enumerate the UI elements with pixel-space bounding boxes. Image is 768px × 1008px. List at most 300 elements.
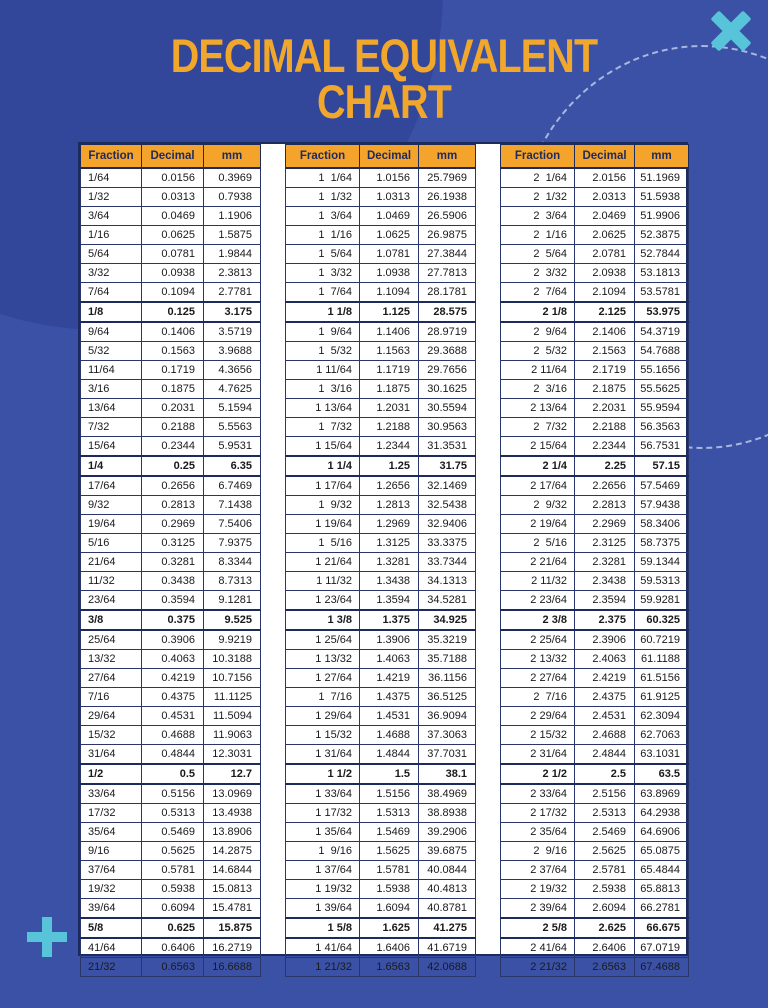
table-row <box>286 168 476 188</box>
mm-cell: 60.7219 <box>635 630 689 650</box>
fraction-cell: 2 19/64 <box>501 515 575 534</box>
page-title-line2: CHART <box>317 75 451 128</box>
decimal-cell: 2.3906 <box>575 630 635 650</box>
mm-cell: 14.2875 <box>204 842 261 861</box>
decimal-cell: 1.5625 <box>360 842 419 861</box>
table-row <box>286 302 476 322</box>
table-row <box>286 437 476 457</box>
decimal-cell: 0.6563 <box>142 958 204 977</box>
table-row <box>81 264 261 283</box>
mm-cell: 13.8906 <box>204 823 261 842</box>
decimal-cell: 0.6094 <box>142 899 204 919</box>
mm-cell: 57.9438 <box>635 496 689 515</box>
fraction-cell: 2 39/64 <box>501 899 575 919</box>
header-row <box>286 145 476 169</box>
decimal-cell: 1.3125 <box>360 534 419 553</box>
decimal-cell: 2.2813 <box>575 496 635 515</box>
decimal-cell: 2.6406 <box>575 938 635 958</box>
mm-cell: 54.3719 <box>635 322 689 342</box>
fraction-cell: 39/64 <box>81 899 142 919</box>
fraction-cell: 2 27/64 <box>501 669 575 688</box>
decimal-cell: 1.3594 <box>360 591 419 611</box>
table-row <box>81 456 261 476</box>
mm-cell: 55.9594 <box>635 399 689 418</box>
mm-cell: 38.8938 <box>419 804 476 823</box>
decimal-cell: 2.6563 <box>575 958 635 977</box>
mm-cell: 66.675 <box>635 918 689 938</box>
mm-cell: 52.7844 <box>635 245 689 264</box>
mm-cell: 34.1313 <box>419 572 476 591</box>
mm-cell: 53.975 <box>635 302 689 322</box>
column-header-decimal: Decimal <box>360 145 419 169</box>
mm-cell: 59.9281 <box>635 591 689 611</box>
mm-cell: 12.7 <box>204 764 261 784</box>
table-row <box>501 399 689 418</box>
fraction-cell: 5/16 <box>81 534 142 553</box>
fraction-cell: 2 3/16 <box>501 380 575 399</box>
fraction-cell: 1 9/32 <box>286 496 360 515</box>
table-row <box>501 918 689 938</box>
table-row <box>286 226 476 245</box>
table-row <box>286 688 476 707</box>
table-gap-column <box>476 144 500 954</box>
fraction-cell: 2 21/32 <box>501 958 575 977</box>
table-row <box>286 745 476 765</box>
mm-cell: 51.9906 <box>635 207 689 226</box>
decimal-cell: 0.2188 <box>142 418 204 437</box>
decimal-cell: 2.0938 <box>575 264 635 283</box>
table-row <box>81 168 261 188</box>
column-header-mm: mm <box>419 145 476 169</box>
header-row <box>501 145 689 169</box>
table-row <box>501 168 689 188</box>
decimal-cell: 0.4219 <box>142 669 204 688</box>
fraction-cell: 1 17/64 <box>286 476 360 496</box>
decimal-cell: 2.4688 <box>575 726 635 745</box>
fraction-cell: 41/64 <box>81 938 142 958</box>
mm-cell: 13.4938 <box>204 804 261 823</box>
table-row <box>501 707 689 726</box>
table-row <box>286 842 476 861</box>
fraction-cell: 2 1/32 <box>501 188 575 207</box>
table-row <box>81 302 261 322</box>
mm-cell: 28.575 <box>419 302 476 322</box>
fraction-cell: 1 25/64 <box>286 630 360 650</box>
table-row <box>81 938 261 958</box>
table-row <box>81 630 261 650</box>
mm-cell: 27.3844 <box>419 245 476 264</box>
table-row <box>501 572 689 591</box>
table-row <box>81 784 261 804</box>
fraction-cell: 1 19/64 <box>286 515 360 534</box>
table-row <box>81 688 261 707</box>
decimal-cell: 1.5 <box>360 764 419 784</box>
table-row <box>501 245 689 264</box>
fraction-cell: 1 7/64 <box>286 283 360 303</box>
fraction-cell: 2 25/64 <box>501 630 575 650</box>
fraction-cell: 1 1/32 <box>286 188 360 207</box>
table-row <box>286 553 476 572</box>
fraction-cell: 31/64 <box>81 745 142 765</box>
fraction-cell: 1 1/64 <box>286 168 360 188</box>
decimal-cell: 1.3281 <box>360 553 419 572</box>
decimal-cell: 0.5781 <box>142 861 204 880</box>
mm-cell: 38.1 <box>419 764 476 784</box>
decimal-cell: 0.2344 <box>142 437 204 457</box>
table-row <box>81 361 261 380</box>
fraction-cell: 2 5/64 <box>501 245 575 264</box>
mm-cell: 9.9219 <box>204 630 261 650</box>
decimal-cell: 2.1406 <box>575 322 635 342</box>
table-row <box>286 669 476 688</box>
mm-cell: 15.4781 <box>204 899 261 919</box>
mm-cell: 7.5406 <box>204 515 261 534</box>
decimal-cell: 2.5469 <box>575 823 635 842</box>
decimal-cell: 2.1094 <box>575 283 635 303</box>
table-row <box>81 764 261 784</box>
mm-cell: 28.1781 <box>419 283 476 303</box>
column-header-decimal: Decimal <box>575 145 635 169</box>
mm-cell: 11.9063 <box>204 726 261 745</box>
fraction-cell: 5/32 <box>81 342 142 361</box>
fraction-cell: 1 1/8 <box>286 302 360 322</box>
mm-cell: 4.7625 <box>204 380 261 399</box>
decimal-cell: 1.625 <box>360 918 419 938</box>
table-row <box>81 610 261 630</box>
decimal-cell: 1.2656 <box>360 476 419 496</box>
fraction-cell: 1 21/64 <box>286 553 360 572</box>
fraction-cell: 5/64 <box>81 245 142 264</box>
table-row <box>501 553 689 572</box>
header-row <box>81 145 261 169</box>
fraction-cell: 19/64 <box>81 515 142 534</box>
fraction-cell: 17/64 <box>81 476 142 496</box>
fraction-cell: 1/32 <box>81 188 142 207</box>
decimal-cell: 2.3594 <box>575 591 635 611</box>
fraction-cell: 13/32 <box>81 650 142 669</box>
table-row <box>286 784 476 804</box>
mm-cell: 64.2938 <box>635 804 689 823</box>
table-row <box>286 650 476 669</box>
mm-cell: 5.9531 <box>204 437 261 457</box>
decimal-cell: 1.5156 <box>360 784 419 804</box>
mm-cell: 5.1594 <box>204 399 261 418</box>
table-row <box>501 610 689 630</box>
decimal-cell: 1.4063 <box>360 650 419 669</box>
mm-cell: 38.4969 <box>419 784 476 804</box>
table-row <box>81 861 261 880</box>
decimal-cell: 2.0313 <box>575 188 635 207</box>
decimal-cell: 2.3438 <box>575 572 635 591</box>
table-row <box>286 823 476 842</box>
table-row <box>501 726 689 745</box>
fraction-cell: 1 13/64 <box>286 399 360 418</box>
mm-cell: 31.75 <box>419 456 476 476</box>
mm-cell: 26.1938 <box>419 188 476 207</box>
table-row <box>501 437 689 457</box>
mm-cell: 30.5594 <box>419 399 476 418</box>
mm-cell: 32.5438 <box>419 496 476 515</box>
table-row <box>286 515 476 534</box>
mm-cell: 53.5781 <box>635 283 689 303</box>
mm-cell: 34.925 <box>419 610 476 630</box>
table-row <box>501 342 689 361</box>
decimal-cell: 1.2344 <box>360 437 419 457</box>
decimal-cell: 2.0156 <box>575 168 635 188</box>
table-row <box>81 553 261 572</box>
mm-cell: 2.7781 <box>204 283 261 303</box>
table-row <box>501 938 689 958</box>
table-row <box>286 399 476 418</box>
fraction-cell: 2 7/64 <box>501 283 575 303</box>
fraction-cell: 2 1/64 <box>501 168 575 188</box>
fraction-cell: 2 1/4 <box>501 456 575 476</box>
decimal-cell: 1.6094 <box>360 899 419 919</box>
table-row <box>286 861 476 880</box>
mm-cell: 62.3094 <box>635 707 689 726</box>
table-row <box>81 745 261 765</box>
decimal-cell: 2.5781 <box>575 861 635 880</box>
fraction-cell: 2 1/8 <box>501 302 575 322</box>
mm-cell: 16.6688 <box>204 958 261 977</box>
mm-cell: 35.7188 <box>419 650 476 669</box>
fraction-cell: 1 11/64 <box>286 361 360 380</box>
table-row <box>501 302 689 322</box>
fraction-cell: 1/16 <box>81 226 142 245</box>
decimal-cell: 0.25 <box>142 456 204 476</box>
table-row <box>501 688 689 707</box>
fraction-cell: 3/16 <box>81 380 142 399</box>
table-group-3 <box>500 144 689 977</box>
fraction-cell: 1/64 <box>81 168 142 188</box>
decimal-cell: 1.2031 <box>360 399 419 418</box>
fraction-cell: 1 1/4 <box>286 456 360 476</box>
fraction-cell: 9/32 <box>81 496 142 515</box>
table-row <box>501 899 689 919</box>
decimal-cell: 2.1563 <box>575 342 635 361</box>
table-row <box>81 322 261 342</box>
mm-cell: 64.6906 <box>635 823 689 842</box>
fraction-cell: 2 33/64 <box>501 784 575 804</box>
decimal-cell: 1.5469 <box>360 823 419 842</box>
mm-cell: 67.4688 <box>635 958 689 977</box>
decimal-cell: 0.625 <box>142 918 204 938</box>
mm-cell: 62.7063 <box>635 726 689 745</box>
decimal-cell: 1.1406 <box>360 322 419 342</box>
fraction-cell: 1 11/32 <box>286 572 360 591</box>
table-row <box>81 899 261 919</box>
decimal-cell: 2.4063 <box>575 650 635 669</box>
mm-cell: 55.5625 <box>635 380 689 399</box>
mm-cell: 42.0688 <box>419 958 476 977</box>
mm-cell: 0.7938 <box>204 188 261 207</box>
table-row <box>81 188 261 207</box>
fraction-cell: 2 11/32 <box>501 572 575 591</box>
column-header-fraction: Fraction <box>286 145 360 169</box>
table-row <box>286 283 476 303</box>
fraction-cell: 1/2 <box>81 764 142 784</box>
table-row <box>286 572 476 591</box>
table-row <box>501 669 689 688</box>
decimal-cell: 0.2656 <box>142 476 204 496</box>
mm-cell: 15.0813 <box>204 880 261 899</box>
mm-cell: 30.1625 <box>419 380 476 399</box>
table-row <box>501 515 689 534</box>
mm-cell: 57.5469 <box>635 476 689 496</box>
fraction-cell: 7/32 <box>81 418 142 437</box>
mm-cell: 8.7313 <box>204 572 261 591</box>
fraction-cell: 1/8 <box>81 302 142 322</box>
decimal-cell: 0.3906 <box>142 630 204 650</box>
mm-cell: 55.1656 <box>635 361 689 380</box>
mm-cell: 6.7469 <box>204 476 261 496</box>
decimal-cell: 0.1094 <box>142 283 204 303</box>
table-row <box>286 938 476 958</box>
plus-bar <box>42 917 52 957</box>
table-row <box>501 361 689 380</box>
table-row <box>501 322 689 342</box>
column-header-mm: mm <box>635 145 689 169</box>
table-row <box>81 399 261 418</box>
table-row <box>501 283 689 303</box>
table-row <box>81 437 261 457</box>
mm-cell: 56.7531 <box>635 437 689 457</box>
decimal-cell: 2.4844 <box>575 745 635 765</box>
fraction-cell: 1 7/16 <box>286 688 360 707</box>
fraction-cell: 9/16 <box>81 842 142 861</box>
decimal-cell: 1.1094 <box>360 283 419 303</box>
decimal-cell: 0.4375 <box>142 688 204 707</box>
decimal-cell: 2.2969 <box>575 515 635 534</box>
fraction-cell: 2 13/64 <box>501 399 575 418</box>
table-row <box>501 842 689 861</box>
fraction-cell: 2 1/16 <box>501 226 575 245</box>
fraction-cell: 13/64 <box>81 399 142 418</box>
decimal-cell: 1.4531 <box>360 707 419 726</box>
fraction-cell: 15/32 <box>81 726 142 745</box>
table-row <box>81 572 261 591</box>
fraction-cell: 1 3/64 <box>286 207 360 226</box>
mm-cell: 7.1438 <box>204 496 261 515</box>
column-header-fraction: Fraction <box>501 145 575 169</box>
fraction-cell: 3/8 <box>81 610 142 630</box>
fraction-cell: 2 17/32 <box>501 804 575 823</box>
mm-cell: 4.3656 <box>204 361 261 380</box>
table-row <box>286 245 476 264</box>
decimal-cell: 0.3438 <box>142 572 204 591</box>
fraction-cell: 1 5/64 <box>286 245 360 264</box>
table-group-2 <box>285 144 476 977</box>
mm-cell: 41.275 <box>419 918 476 938</box>
decimal-cell: 2.3281 <box>575 553 635 572</box>
fraction-cell: 1 3/16 <box>286 380 360 399</box>
table-row <box>501 784 689 804</box>
mm-cell: 26.5906 <box>419 207 476 226</box>
mm-cell: 13.0969 <box>204 784 261 804</box>
fraction-cell: 1 15/32 <box>286 726 360 745</box>
table-row <box>81 842 261 861</box>
fraction-cell: 19/32 <box>81 880 142 899</box>
table-row <box>286 918 476 938</box>
table-row <box>81 804 261 823</box>
decimal-cell: 0.3125 <box>142 534 204 553</box>
decimal-cell: 1.4375 <box>360 688 419 707</box>
mm-cell: 36.5125 <box>419 688 476 707</box>
mm-cell: 0.3969 <box>204 168 261 188</box>
mm-cell: 26.9875 <box>419 226 476 245</box>
fraction-cell: 1 9/64 <box>286 322 360 342</box>
table-row <box>501 630 689 650</box>
decimal-cell: 0.2969 <box>142 515 204 534</box>
fraction-cell: 2 19/32 <box>501 880 575 899</box>
table-row <box>501 534 689 553</box>
decimal-cell: 0.1875 <box>142 380 204 399</box>
decimal-cell: 0.5156 <box>142 784 204 804</box>
fraction-cell: 1 41/64 <box>286 938 360 958</box>
fraction-cell: 3/64 <box>81 207 142 226</box>
mm-cell: 59.5313 <box>635 572 689 591</box>
table-row <box>286 880 476 899</box>
fraction-cell: 1 37/64 <box>286 861 360 880</box>
fraction-cell: 1 15/64 <box>286 437 360 457</box>
mm-cell: 5.5563 <box>204 418 261 437</box>
fraction-cell: 1/4 <box>81 456 142 476</box>
decimal-cell: 0.1719 <box>142 361 204 380</box>
mm-cell: 51.5938 <box>635 188 689 207</box>
fraction-cell: 2 3/64 <box>501 207 575 226</box>
mm-cell: 12.3031 <box>204 745 261 765</box>
decimal-cell: 0.0938 <box>142 264 204 283</box>
table-row <box>501 764 689 784</box>
page-title-line1: DECIMAL EQUIVALENT <box>170 29 598 82</box>
table-row <box>286 418 476 437</box>
fraction-cell: 29/64 <box>81 707 142 726</box>
mm-cell: 41.6719 <box>419 938 476 958</box>
decimal-cell: 0.4063 <box>142 650 204 669</box>
decimal-equivalent-table <box>78 142 688 973</box>
fraction-cell: 1 17/32 <box>286 804 360 823</box>
decimal-cell: 0.1406 <box>142 322 204 342</box>
fraction-cell: 27/64 <box>81 669 142 688</box>
decimal-cell: 1.5938 <box>360 880 419 899</box>
mm-cell: 35.3219 <box>419 630 476 650</box>
fraction-cell: 1 5/32 <box>286 342 360 361</box>
decimal-cell: 0.5 <box>142 764 204 784</box>
column-header-decimal: Decimal <box>142 145 204 169</box>
decimal-cell: 1.2188 <box>360 418 419 437</box>
decimal-cell: 1.0313 <box>360 188 419 207</box>
table-row <box>501 823 689 842</box>
table-row <box>286 764 476 784</box>
fraction-cell: 2 7/16 <box>501 688 575 707</box>
decimal-cell: 0.0781 <box>142 245 204 264</box>
fraction-cell: 1 5/16 <box>286 534 360 553</box>
fraction-cell: 11/64 <box>81 361 142 380</box>
fraction-cell: 35/64 <box>81 823 142 842</box>
table-row <box>501 188 689 207</box>
decimal-cell: 0.0313 <box>142 188 204 207</box>
fraction-cell: 2 35/64 <box>501 823 575 842</box>
fraction-cell: 1 5/8 <box>286 918 360 938</box>
mm-cell: 34.5281 <box>419 591 476 611</box>
decimal-cell: 1.375 <box>360 610 419 630</box>
decimal-cell: 2.5625 <box>575 842 635 861</box>
fraction-cell: 2 41/64 <box>501 938 575 958</box>
table-row <box>286 207 476 226</box>
decimal-cell: 2.1719 <box>575 361 635 380</box>
mm-cell: 57.15 <box>635 456 689 476</box>
decimal-cell: 1.2969 <box>360 515 419 534</box>
